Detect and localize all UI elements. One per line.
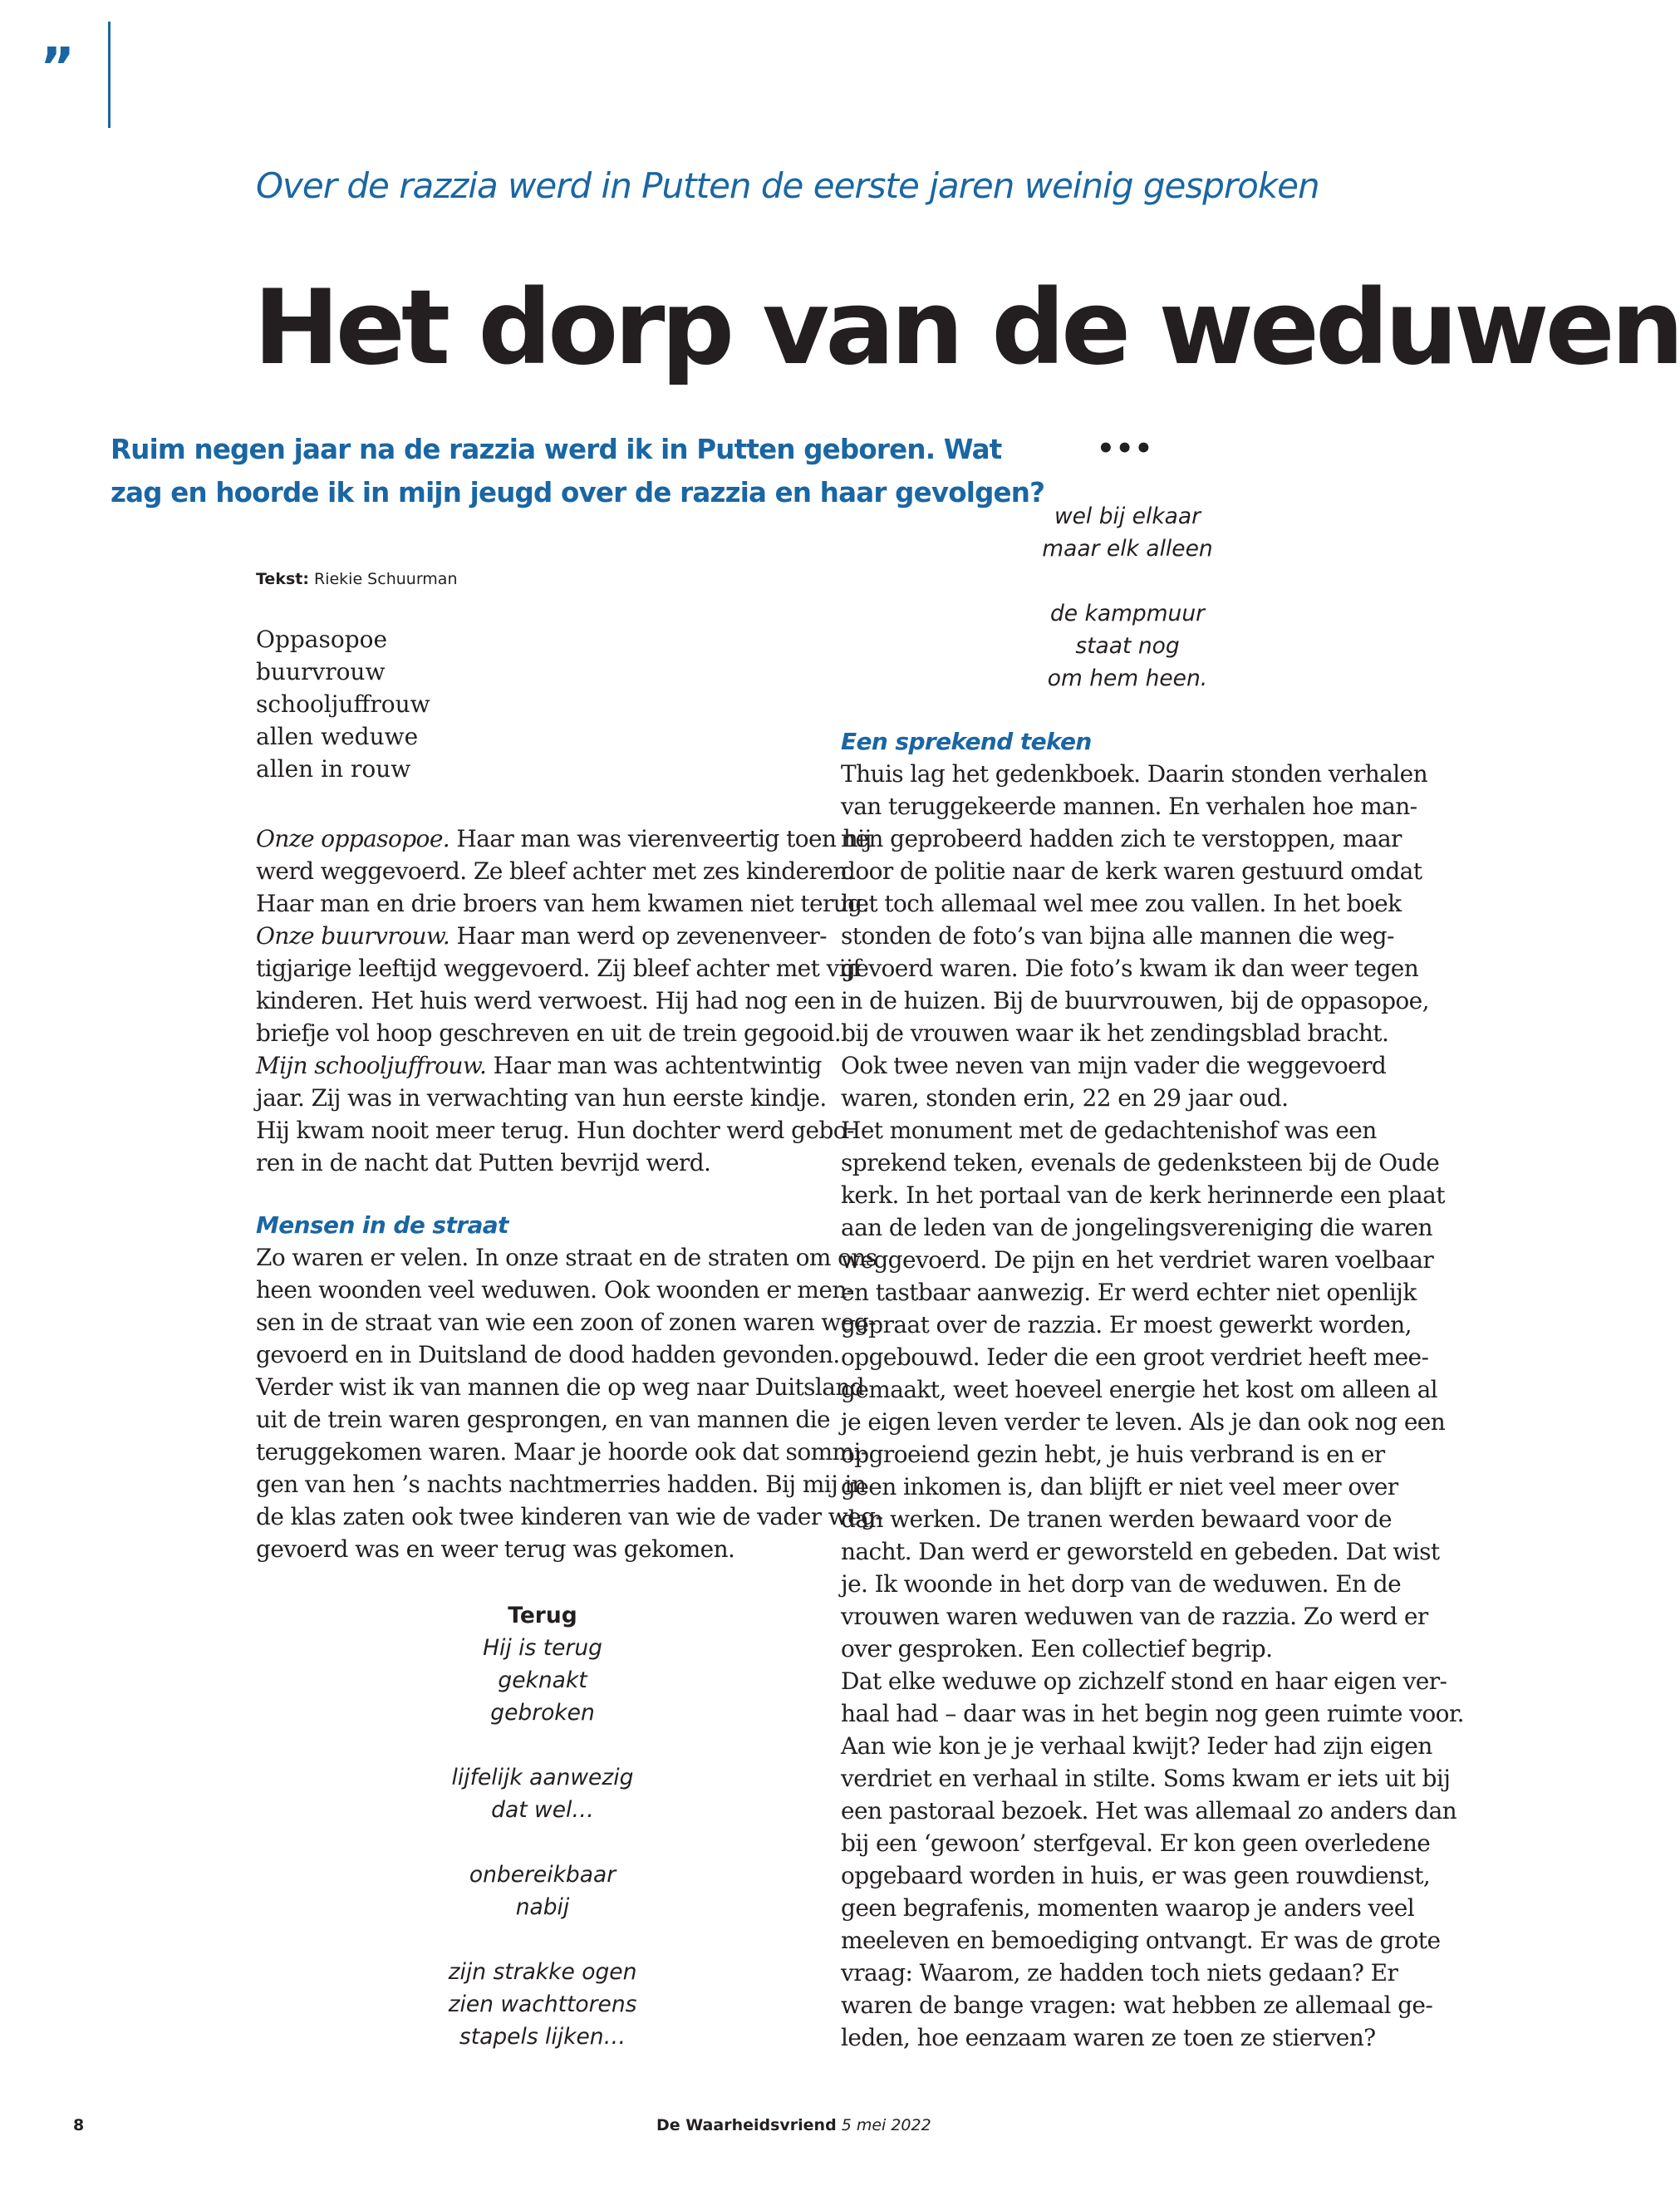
text-line: Dat elke weduwe op zichzelf stond en haar eigen ver- (841, 1667, 1447, 1695)
text-line: gen van hen ’s nachts nachtmerries hadden. Bij mij in (256, 1471, 867, 1498)
text-line: je eigen leven verder te leven. Als je dan ook nog een (841, 1408, 1446, 1436)
text-line: opgroeiend gezin hebt, je huis verbrand is en er (841, 1441, 1385, 1468)
left-column-para2 (256, 1209, 883, 1565)
poem-line: om hem heen. (1047, 665, 1208, 691)
text-line: stonden de foto’s van bijna alle mannen die weg- (841, 922, 1394, 950)
text-line: uit de trein waren gesprongen, en van mannen die (256, 1406, 830, 1433)
poem-line: Oppasopoe (256, 626, 388, 653)
poem-line: dat wel… (491, 1797, 594, 1823)
text-line: gevoerd en in Duitsland de dood hadden gevonden. (256, 1341, 840, 1368)
poem-line: gebroken (490, 1700, 595, 1726)
text-line: dan werken. De tranen werden bewaard voor de (841, 1505, 1392, 1533)
text-line: bij de vrouwen waar ik het zendingsblad bracht. (841, 1019, 1389, 1047)
publication-date: 5 mei 2022 (841, 2116, 931, 2134)
vertical-rule (108, 22, 111, 128)
text-line: vraag: Waarom, ze hadden toch niets gedaan? Er (841, 1959, 1398, 1987)
text-line: leden, hoe eenzaam waren ze toen ze stierven? (841, 2024, 1376, 2051)
page-number: 8 (73, 2116, 85, 2134)
left-column-para1 (256, 823, 872, 1179)
poem-title: Terug (508, 1603, 577, 1628)
text-line: waren de bange vragen: wat hebben ze allemaal ge- (841, 1991, 1433, 2019)
text-line: over gesproken. Een collectief begrip. (841, 1635, 1273, 1662)
text-line: het toch allemaal wel mee zou vallen. In het boek (841, 890, 1402, 917)
text-line: geen begrafenis, momenten waarop je anders veel (841, 1894, 1415, 1922)
text-line: Mijn schooljuffrouw. Haar man was achtentwintig (256, 1052, 822, 1079)
text-line: gepraat over de razzia. Er moest gewerkt worden, (841, 1311, 1412, 1338)
text-line: haal had – daar was in het begin nog geen ruimte voor. (841, 1700, 1464, 1727)
text-line: de klas zaten ook twee kinderen van wie de vader weg- (256, 1503, 883, 1530)
text-line: Zo waren er velen. In onze straat en de straten om ons (256, 1244, 877, 1271)
lead-line: Ruim negen jaar na de razzia werd ik in Putten geboren. Wat (111, 434, 1002, 465)
right-column-para3 (841, 725, 1464, 2054)
poem-line: allen weduwe (256, 723, 419, 750)
poem-line: zien wachttorens (448, 1991, 637, 2017)
poem-line: geknakt (498, 1667, 587, 1693)
byline-author: Riekie Schuurman (314, 570, 458, 588)
text-line: weggevoerd. De pijn en het verdriet waren voelbaar (841, 1246, 1434, 1274)
text-line: Verder wist ik van mannen die op weg naar Duitsland (256, 1373, 865, 1401)
poem-line: schooljuffrouw (256, 690, 430, 718)
byline (256, 567, 457, 592)
poem-line: buurvrouw (256, 658, 386, 685)
poem-terug-continued (841, 500, 1414, 695)
poem-line: staat nog (1075, 633, 1180, 659)
text-line: vrouwen waren weduwen van de razzia. Zo werd er (841, 1603, 1428, 1630)
intro-poem (256, 623, 430, 785)
text-line: gevoerd was en weer terug was gekomen. (256, 1535, 735, 1563)
text-line: Thuis lag het gedenkboek. Daarin stonden verhalen (841, 760, 1428, 788)
text-line: Onze oppasopoe. Haar man was vierenveertig toen hij (256, 825, 872, 852)
text-line: in de huizen. Bij de buurvrouwen, bij de oppasopoe, (841, 987, 1429, 1014)
text-line: Haar man en drie broers van hem kwamen niet terug. (256, 890, 869, 917)
text-line: Onze buurvrouw. Haar man werd op zevenenveer- (256, 922, 827, 950)
text-line: nen geprobeerd hadden zich te verstoppen, maar (841, 825, 1402, 852)
text-line: Het monument met de gedachtenishof was een (841, 1117, 1377, 1144)
text-line: sen in de straat van wie een zoon of zonen waren weg- (256, 1309, 876, 1336)
kicker: Over de razzia werd in Putten de eerste jaren weinig gesproken (256, 165, 1319, 206)
text-line: heen woonden veel weduwen. Ook woonden er men- (256, 1276, 854, 1304)
poem-line: lijfelijk aanwezig (451, 1765, 634, 1790)
text-line: Aan wie kon je je verhaal kwijt? Ieder had zijn eigen (841, 1732, 1432, 1760)
text-line: gemaakt, weet hoeveel energie het kost om alleen al (841, 1376, 1438, 1403)
poem-line: Hij is terug (483, 1635, 602, 1661)
text-line: briefje vol hoop geschreven en uit de trein gegooid. (256, 1019, 842, 1047)
poem-line: zijn strakke ogen (448, 1959, 637, 1985)
lead-paragraph (111, 428, 1045, 514)
text-line: werd weggevoerd. Ze bleef achter met zes kinderen. (256, 857, 854, 885)
text-line: opgebaard worden in huis, er was geen rouwdienst, (841, 1862, 1431, 1889)
text-line: kinderen. Het huis werd verwoest. Hij had nog een (256, 987, 836, 1014)
poem-line: stapels lijken… (459, 2024, 626, 2050)
text-line: bij een ‘gewoon’ sterfgeval. Er kon geen overledene (841, 1829, 1431, 1857)
quote-mark-icon: ” (40, 37, 76, 99)
publication-name: De Waarheidsvriend (656, 2116, 837, 2134)
text-line: verdriet en verhaal in stilte. Soms kwam er iets uit bij (841, 1765, 1451, 1792)
text-line: opgebouwd. Ieder die een groot verdriet heeft mee- (841, 1343, 1429, 1371)
text-line: nacht. Dan werd er geworsteld en gebeden. Dat wist (841, 1538, 1440, 1565)
poem-line: allen in rouw (256, 755, 411, 783)
poem-terug (256, 1599, 829, 2053)
text-line: een pastoraal bezoek. Het was allemaal zo anders dan (841, 1797, 1457, 1824)
poem-line: wel bij elkaar (1054, 503, 1201, 529)
text-line: ren in de nacht dat Putten bevrijd werd. (256, 1149, 711, 1176)
text-line: van teruggekeerde mannen. En verhalen hoe man- (841, 793, 1417, 820)
poem-line: de kampmuur (1049, 601, 1206, 626)
subhead-een-sprekend-teken: Een sprekend teken (841, 728, 1092, 755)
byline-label: Tekst: (256, 570, 309, 588)
subhead-mensen-in-de-straat: Mensen in de straat (256, 1211, 508, 1239)
text-line: teruggekomen waren. Maar je hoorde ook dat sommi- (256, 1438, 868, 1466)
text-line: geen inkomen is, dan blijft er niet veel meer over (841, 1473, 1398, 1500)
page-title: Het dorp van de weduwen (253, 268, 1680, 388)
continuation-dots: ••• (1097, 432, 1154, 465)
text-line: Ook twee neven van mijn vader die weggevoerd (841, 1052, 1387, 1079)
text-line: tigjarige leeftijd weggevoerd. Zij bleef achter met vijf (256, 955, 862, 982)
text-line: meeleven en bemoediging ontvangt. Er was de grote (841, 1927, 1441, 1954)
poem-line: maar elk alleen (1042, 536, 1213, 562)
lead-line: zag en hoorde ik in mijn jeugd over de razzia en haar gevolgen? (111, 477, 1045, 508)
text-line: gevoerd waren. Die foto’s kwam ik dan weer tegen (841, 955, 1419, 982)
poem-line: nabij (515, 1894, 570, 1920)
text-line: jaar. Zij was in verwachting van hun eerste kindje. (256, 1084, 827, 1112)
text-line: sprekend teken, evenals de gedenksteen bij de Oude (841, 1149, 1440, 1176)
text-line: kerk. In het portaal van de kerk herinnerde een plaat (841, 1181, 1445, 1209)
poem-line: onbereikbaar (469, 1862, 616, 1888)
text-line: waren, stonden erin, 22 en 29 jaar oud. (841, 1084, 1289, 1112)
text-line: aan de leden van de jongelingsvereniging die waren (841, 1214, 1432, 1241)
text-line: door de politie naar de kerk waren gestuurd omdat (841, 857, 1422, 885)
text-line: en tastbaar aanwezig. Er werd echter niet openlijk (841, 1279, 1417, 1306)
footer-publication (656, 2114, 931, 2136)
text-line: Hij kwam nooit meer terug. Hun dochter werd gebo- (256, 1117, 854, 1144)
text-line: je. Ik woonde in het dorp van de weduwen. En de (841, 1570, 1402, 1598)
